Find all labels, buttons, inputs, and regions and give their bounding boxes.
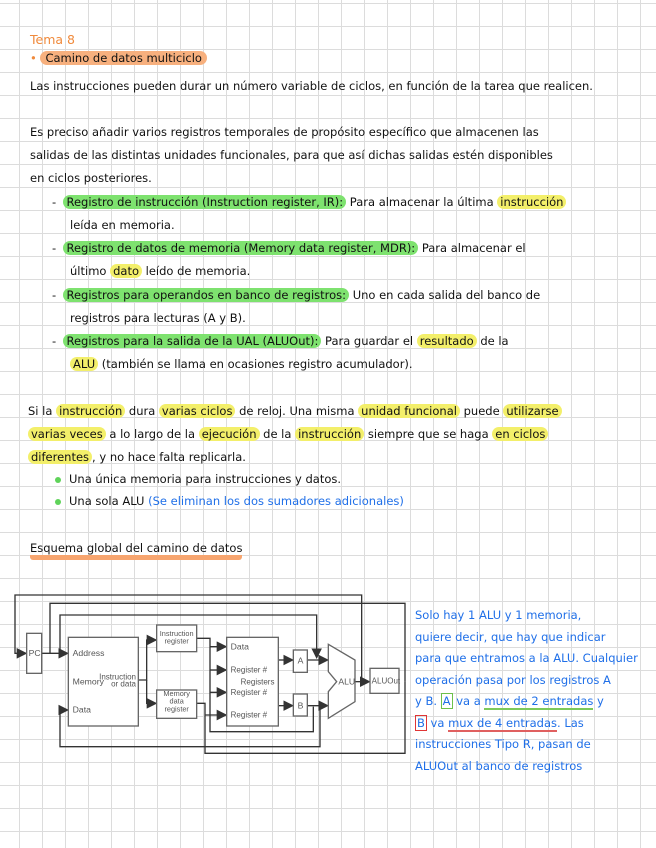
svg-text:PC: PC [28, 648, 41, 658]
intro-text: Las instrucciones pueden durar un número variable de ciclos, en función de la tarea que realicen. [30, 79, 593, 93]
note-line: y B. A va a mux de 2 entradas y [415, 694, 604, 708]
para3-line: varias veces a lo largo de la ejecución de la instrucción siempre que se haga en ciclos [28, 426, 548, 442]
svg-text:Instruction: Instruction [159, 629, 194, 638]
note-line: Solo hay 1 ALU y 1 memoria, [415, 608, 582, 622]
svg-text:or data: or data [111, 679, 136, 689]
diagram-heading: Esquema global del camino de datos [30, 540, 242, 556]
list-item-cont: leída en memoria. [70, 218, 175, 232]
svg-text:Registers: Registers [240, 677, 275, 687]
svg-text:Data: Data [72, 704, 91, 715]
svg-text:A: A [297, 655, 304, 666]
svg-text:Instruction: Instruction [99, 672, 136, 682]
section-title: • Camino de datos multiciclo [30, 50, 207, 66]
topic-label: Tema 8 [30, 32, 75, 47]
bullet-item: Una única memoria para instrucciones y datos. [55, 471, 341, 487]
svg-text:B: B [297, 700, 304, 711]
list-item: - Registros para la salida de la UAL (ALUOut): Para guardar el resultado de la [52, 334, 509, 348]
para2-line: Es preciso añadir varios registros temporales de propósito específico que almacenen las [30, 125, 539, 139]
svg-text:register: register [164, 704, 189, 714]
svg-text:data: data [169, 696, 184, 706]
note-line: B va mux de 4 entradas. Las [417, 715, 584, 730]
svg-text:Memory: Memory [163, 689, 190, 698]
list-item: - Registro de instrucción (Instruction register, IR): Para almacenar la última instrucción [52, 194, 566, 210]
para2-line: en ciclos posteriores. [30, 171, 152, 185]
svg-text:ALU: ALU [338, 676, 356, 687]
note-line: operación pasa por los registros A [415, 672, 611, 687]
side-note [415, 605, 651, 777]
bullet-item: Una sola ALU (Se eliminan los dos sumadores adicionales) [55, 493, 404, 509]
note-line: instrucciones Tipo R, pasan de [415, 737, 591, 751]
svg-text:Register #: Register # [230, 665, 268, 675]
para2-line: salidas de las distintas unidades funcionales, para que así dichas salidas estén disponibles [30, 148, 553, 162]
note-line: ALUOut al banco de registros [415, 758, 583, 773]
para3-line: diferentes , y no hace falta replicarla. [28, 449, 246, 465]
svg-text:Address: Address [72, 648, 105, 658]
para3-line: Si la instrucción dura varias ciclos de reloj. Una misma unidad funcional puede utilizarse [28, 403, 562, 419]
list-item-cont: último dato leído de memoria. [70, 264, 251, 278]
list-item: - Registro de datos de memoria (Memory data register, MDR): Para almacenar el [52, 241, 526, 255]
svg-text:register: register [164, 636, 189, 646]
list-item: - Registros para operandos en banco de registros: Uno en cada salida del banco de [52, 288, 541, 302]
bullet-dot-icon [55, 499, 61, 505]
list-item-cont: registros para lecturas (A y B). [70, 311, 246, 325]
svg-text:ALUOut: ALUOut [371, 676, 401, 686]
datapath-diagram [0, 585, 410, 765]
svg-text:Memory: Memory [72, 676, 104, 687]
bullet-dot-icon [55, 477, 61, 483]
note-line: para que entramos a la ALU. Cualquier [415, 651, 638, 665]
note-line: quiere decir, que hay que indicar [415, 629, 606, 644]
svg-text:Data: Data [230, 641, 249, 652]
svg-text:Register #: Register # [230, 688, 268, 697]
list-item-cont: ALU (también se llama en ocasiones registro acumulador). [70, 356, 413, 372]
svg-text:Register #: Register # [230, 710, 268, 720]
